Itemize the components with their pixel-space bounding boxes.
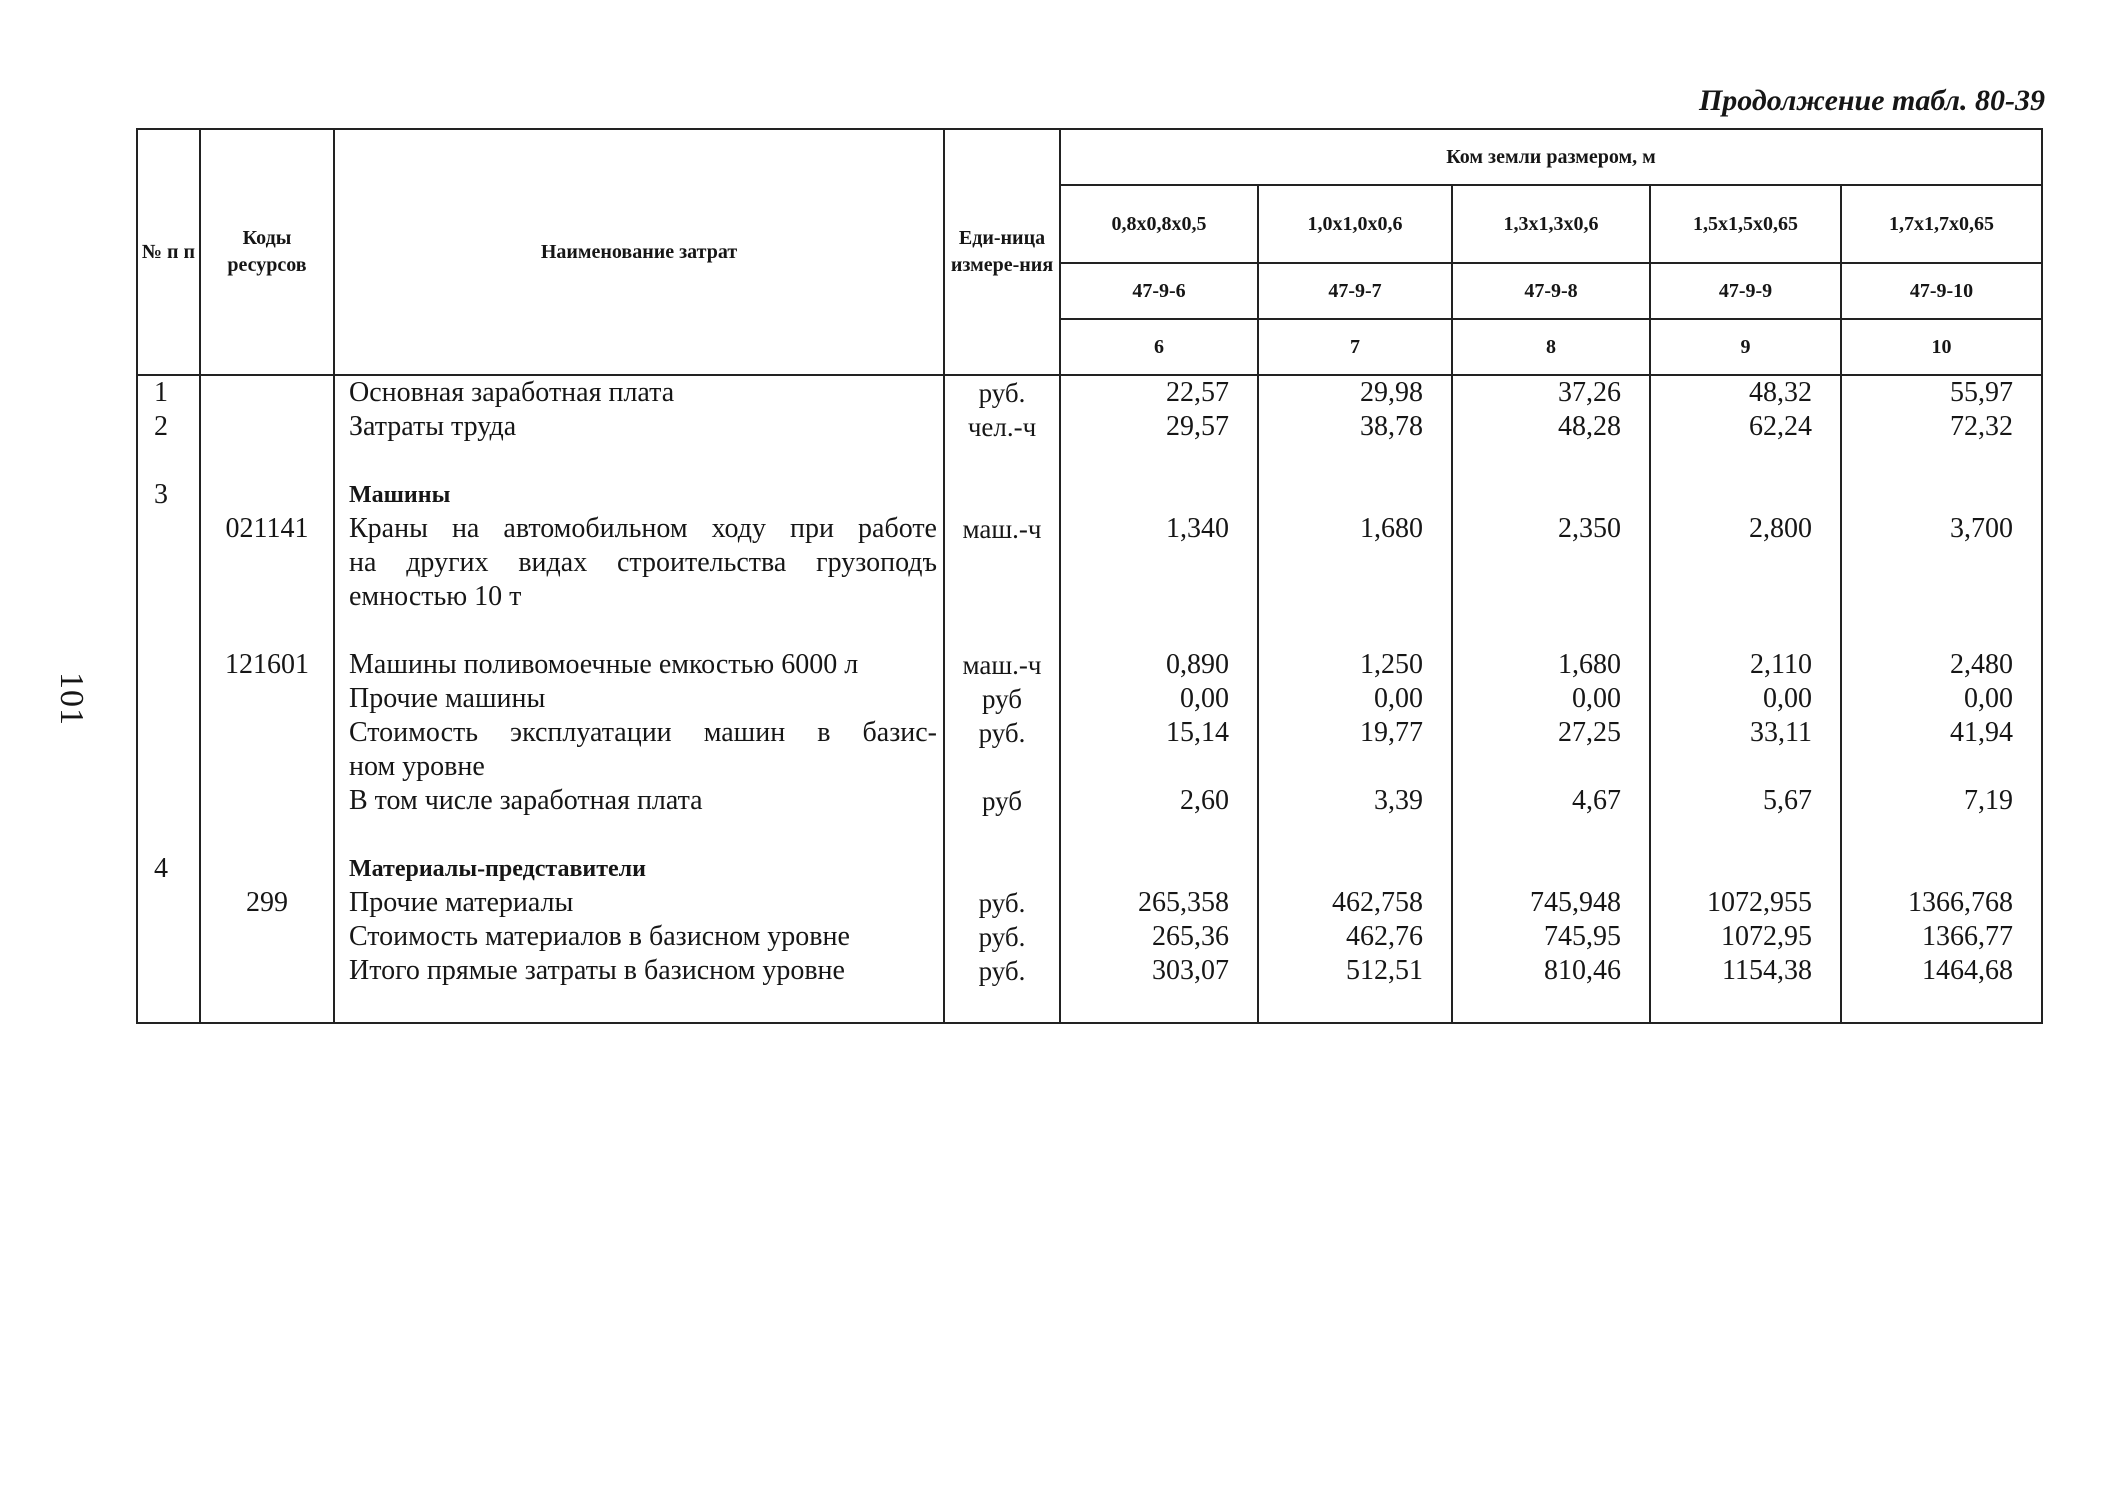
header-size: 1,5x1,5x0,65 xyxy=(1650,185,1841,263)
header-group: Ком земли размером, м xyxy=(1060,129,2042,185)
table-cell xyxy=(1842,818,2041,852)
table-cell xyxy=(201,988,333,1022)
header-name: Наименование затрат xyxy=(334,129,944,375)
table-cell xyxy=(1453,852,1649,886)
table-cell: 5,67 xyxy=(1763,785,1812,816)
table-cell xyxy=(1061,614,1257,648)
table-cell xyxy=(138,750,199,784)
table-cell xyxy=(1842,444,2041,478)
table-cell xyxy=(201,478,333,512)
table-cell: Прочие машины xyxy=(349,683,546,714)
table-cell xyxy=(201,682,333,716)
table-cell: 4 xyxy=(154,853,168,884)
column-values-10 xyxy=(1841,375,2042,1023)
column-num xyxy=(137,375,200,1023)
table-cell xyxy=(945,478,1059,512)
table-cell: 19,77 xyxy=(1360,717,1423,748)
table-cell: 1072,955 xyxy=(1707,887,1812,918)
table-cell: чел.-ч xyxy=(967,412,1037,442)
header-size: 0,8x0,8x0,5 xyxy=(1060,185,1258,263)
table-cell xyxy=(1651,546,1840,580)
table-cell: 48,32 xyxy=(1749,377,1812,408)
table-cell: руб xyxy=(981,786,1023,816)
table-cell xyxy=(1061,750,1257,784)
header-codes: Коды ресурсов xyxy=(200,129,334,375)
table-cell: Стоимость материалов в базисном уровне xyxy=(349,921,850,952)
table-cell: маш.-ч xyxy=(962,650,1042,680)
table-cell xyxy=(1842,614,2041,648)
table-cell xyxy=(1453,546,1649,580)
table-cell: 462,758 xyxy=(1332,887,1423,918)
table-cell xyxy=(1651,444,1840,478)
header-code: 47-9-6 xyxy=(1060,263,1258,319)
table-cell: ном уровне xyxy=(349,751,485,782)
table-cell xyxy=(335,988,943,1022)
table-cell xyxy=(1453,988,1649,1022)
table-cell xyxy=(201,546,333,580)
table-cell xyxy=(138,920,199,954)
table-cell xyxy=(1259,444,1451,478)
table-cell xyxy=(1842,580,2041,614)
table-cell: 1,340 xyxy=(1166,513,1229,544)
table-cell xyxy=(138,818,199,852)
table-cell xyxy=(1842,478,2041,512)
table-cell: Итого прямые затраты в базисном уровне xyxy=(349,955,845,986)
table-cell xyxy=(201,954,333,988)
table-cell xyxy=(201,410,333,444)
table-cell xyxy=(1842,750,2041,784)
table-cell xyxy=(138,648,199,682)
column-values-7 xyxy=(1258,375,1452,1023)
table-cell: Прочие материалы xyxy=(349,887,574,918)
cost-table xyxy=(136,128,2043,1024)
table-cell xyxy=(1651,614,1840,648)
table-cell: 1154,38 xyxy=(1722,955,1812,986)
table-cell: 72,32 xyxy=(1950,411,2013,442)
table-cell: емностью 10 т xyxy=(349,581,522,612)
table-cell: 299 xyxy=(246,887,288,918)
table-cell xyxy=(201,716,333,750)
table-cell xyxy=(1651,852,1840,886)
header-col-number: 8 xyxy=(1452,319,1650,375)
table-cell xyxy=(1842,988,2041,1022)
table-cell: Основная заработная плата xyxy=(349,377,675,408)
table-cell xyxy=(138,954,199,988)
table-caption: Продолжение табл. 80-39 xyxy=(1698,84,2045,117)
table-cell: 7,19 xyxy=(1964,785,2013,816)
table-cell: Стоимость эксплуатации машин в базис- xyxy=(349,717,937,748)
table-cell xyxy=(201,444,333,478)
table-cell xyxy=(201,920,333,954)
table-cell: 265,358 xyxy=(1138,887,1229,918)
header-size: 1,3x1,3x0,6 xyxy=(1452,185,1650,263)
table-cell xyxy=(1453,818,1649,852)
table-cell xyxy=(1259,478,1451,512)
table-cell: 0,890 xyxy=(1166,649,1229,680)
header-code: 47-9-9 xyxy=(1650,263,1841,319)
table-cell: Затраты труда xyxy=(349,411,517,442)
table-cell: 3,700 xyxy=(1950,513,2013,544)
table-cell xyxy=(1453,478,1649,512)
table-cell: руб xyxy=(981,684,1023,714)
table-cell: 0,00 xyxy=(1763,683,1812,714)
table-cell xyxy=(335,614,943,648)
table-cell: 121601 xyxy=(225,649,309,680)
table-cell xyxy=(1259,988,1451,1022)
table-cell: руб. xyxy=(978,956,1026,986)
table-cell xyxy=(201,784,333,818)
table-cell: 0,00 xyxy=(1180,683,1229,714)
table-cell xyxy=(1453,444,1649,478)
table-cell xyxy=(201,818,333,852)
header-size: 1,7x1,7x0,65 xyxy=(1841,185,2042,263)
table-cell xyxy=(945,750,1059,784)
table-cell: 745,948 xyxy=(1530,887,1621,918)
column-values-6 xyxy=(1060,375,1258,1023)
table-cell xyxy=(201,852,333,886)
table-cell xyxy=(1651,988,1840,1022)
table-cell xyxy=(138,784,199,818)
table-cell: Краны на автомобильном ходу при работе xyxy=(349,513,937,544)
table-cell: 3 xyxy=(154,479,168,510)
table-cell: 15,14 xyxy=(1166,717,1229,748)
table-cell xyxy=(1061,546,1257,580)
table-cell: 22,57 xyxy=(1166,377,1229,408)
table-cell: 021141 xyxy=(225,513,309,544)
table-cell xyxy=(1453,750,1649,784)
table-cell: 2,60 xyxy=(1180,785,1229,816)
table-cell xyxy=(1453,614,1649,648)
table-cell xyxy=(1651,580,1840,614)
header-col-number: 7 xyxy=(1258,319,1452,375)
table-cell: 62,24 xyxy=(1749,411,1812,442)
table-cell xyxy=(138,716,199,750)
table-cell: 2,800 xyxy=(1749,513,1812,544)
table-cell xyxy=(1061,852,1257,886)
table-cell xyxy=(945,614,1059,648)
table-cell xyxy=(1453,580,1649,614)
table-cell: 462,76 xyxy=(1346,921,1423,952)
table-cell xyxy=(1259,546,1451,580)
table-cell xyxy=(1842,852,2041,886)
header-code: 47-9-7 xyxy=(1258,263,1452,319)
table-cell: 29,98 xyxy=(1360,377,1423,408)
table-cell: 0,00 xyxy=(1572,683,1621,714)
table-cell: 1072,95 xyxy=(1721,921,1812,952)
column-values-8 xyxy=(1452,375,1650,1023)
table-cell: 41,94 xyxy=(1950,717,2013,748)
table-cell xyxy=(335,444,943,478)
table-cell xyxy=(1259,852,1451,886)
table-cell: 2,110 xyxy=(1750,649,1812,680)
column-unit xyxy=(944,375,1060,1023)
table-cell xyxy=(1259,750,1451,784)
column-name xyxy=(334,375,944,1023)
table-cell xyxy=(138,682,199,716)
table-cell xyxy=(1061,988,1257,1022)
table-cell: Машины поливомоечные емкостью 6000 л xyxy=(349,649,859,680)
table-cell: 0,00 xyxy=(1964,683,2013,714)
table-cell: 1464,68 xyxy=(1922,955,2013,986)
table-cell: 512,51 xyxy=(1346,955,1423,986)
table-cell: 2,350 xyxy=(1558,513,1621,544)
table-cell: руб. xyxy=(978,888,1026,918)
header-unit: Еди-ница измере-ния xyxy=(944,129,1060,375)
table-cell: руб. xyxy=(978,922,1026,952)
header-col-number: 10 xyxy=(1841,319,2042,375)
table-cell: 27,25 xyxy=(1558,717,1621,748)
table-cell: 3,39 xyxy=(1374,785,1423,816)
table-cell: на других видах строительства грузоподъ xyxy=(349,547,937,578)
table-cell: 1366,77 xyxy=(1922,921,2013,952)
table-cell xyxy=(1061,818,1257,852)
table-cell xyxy=(138,546,199,580)
table-cell: Машины xyxy=(349,482,451,508)
table-cell: 1,680 xyxy=(1360,513,1423,544)
table-cell: 303,07 xyxy=(1152,955,1229,986)
table-cell xyxy=(1651,478,1840,512)
table-cell xyxy=(945,818,1059,852)
header-col-number: 9 xyxy=(1650,319,1841,375)
table-cell: руб. xyxy=(978,378,1026,408)
table-cell: 1366,768 xyxy=(1908,887,2013,918)
table-cell xyxy=(1259,614,1451,648)
table-cell xyxy=(138,988,199,1022)
table-cell: В том числе заработная плата xyxy=(349,785,703,816)
table-cell: 265,36 xyxy=(1152,921,1229,952)
table-cell xyxy=(945,580,1059,614)
table-cell xyxy=(201,750,333,784)
table-cell: 38,78 xyxy=(1360,411,1423,442)
table-cell xyxy=(201,614,333,648)
table-cell xyxy=(138,512,199,546)
table-cell xyxy=(1651,750,1840,784)
table-cell: 810,46 xyxy=(1544,955,1621,986)
table-cell xyxy=(1842,546,2041,580)
header-code: 47-9-10 xyxy=(1841,263,2042,319)
table-cell: 37,26 xyxy=(1558,377,1621,408)
table-cell xyxy=(138,886,199,920)
table-cell xyxy=(201,376,333,410)
table-cell: 2,480 xyxy=(1950,649,2013,680)
table-cell xyxy=(945,852,1059,886)
table-cell: 0,00 xyxy=(1374,683,1423,714)
table-cell: руб. xyxy=(978,718,1026,748)
header-size: 1,0x1,0x0,6 xyxy=(1258,185,1452,263)
header-code: 47-9-8 xyxy=(1452,263,1650,319)
table-cell: 1 xyxy=(154,377,168,408)
table-cell: Материалы-представители xyxy=(349,856,646,882)
table-cell: 4,67 xyxy=(1572,785,1621,816)
table-cell xyxy=(1259,818,1451,852)
column-values-9 xyxy=(1650,375,1841,1023)
table-cell: 29,57 xyxy=(1166,411,1229,442)
table-cell xyxy=(138,614,199,648)
table-cell xyxy=(1651,818,1840,852)
table-cell xyxy=(1259,580,1451,614)
table-cell: 33,11 xyxy=(1750,717,1812,748)
table-cell xyxy=(1061,478,1257,512)
table-cell: 1,680 xyxy=(1558,649,1621,680)
table-cell: 1,250 xyxy=(1360,649,1423,680)
table-cell xyxy=(945,444,1059,478)
table-cell xyxy=(945,546,1059,580)
table-cell: 2 xyxy=(154,411,168,442)
column-code xyxy=(200,375,334,1023)
table-cell: 55,97 xyxy=(1950,377,2013,408)
table-cell xyxy=(138,444,199,478)
header-col-number: 6 xyxy=(1060,319,1258,375)
table-cell xyxy=(201,580,333,614)
table-cell: 48,28 xyxy=(1558,411,1621,442)
header-num: № п п xyxy=(137,129,200,375)
table-cell xyxy=(945,988,1059,1022)
table-cell xyxy=(1061,444,1257,478)
page-number: 101 xyxy=(53,672,90,726)
table-cell: маш.-ч xyxy=(962,514,1042,544)
table-cell: 745,95 xyxy=(1544,921,1621,952)
table-cell xyxy=(1061,580,1257,614)
table-cell xyxy=(138,580,199,614)
table-cell xyxy=(335,818,943,852)
